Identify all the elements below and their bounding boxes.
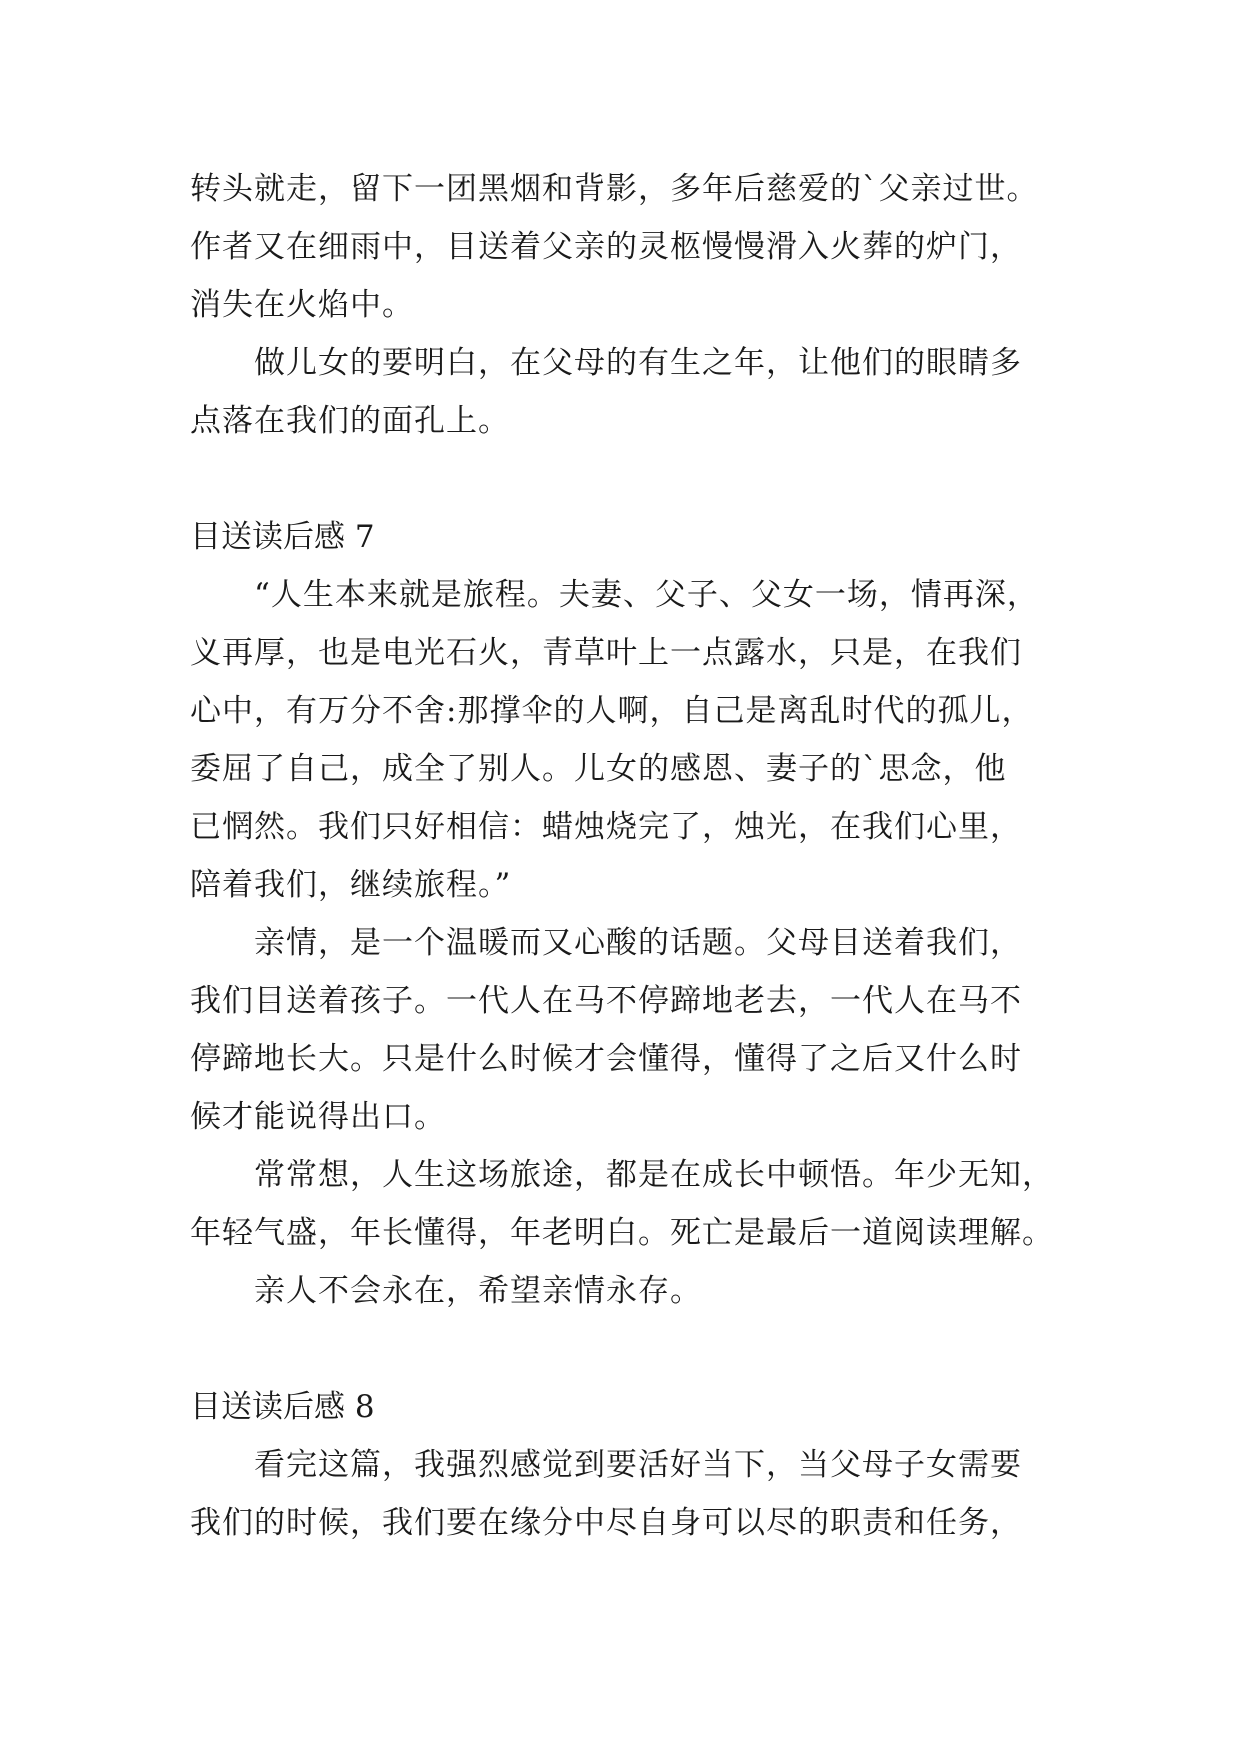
paragraph <box>190 334 1070 450</box>
text-line: “人生本来就是旅程。夫妻、父子、父女一场，情再深， <box>254 577 1039 613</box>
text-line: 做儿女的要明白，在父母的有生之年，让他们的眼睛多 <box>254 345 1022 381</box>
text-line: 常常想，人生这场旅途，都是在成长中顿悟。年少无知， <box>254 1157 1054 1193</box>
text-line: 候才能说得出口。 <box>190 1099 446 1135</box>
paragraph <box>190 914 1070 1146</box>
text-line: 看完这篇，我强烈感觉到要活好当下，当父母子女需要 <box>254 1447 1022 1483</box>
text-line: 年轻气盛，年长懂得，年老明白。死亡是最后一道阅读理解。 <box>190 1215 1054 1251</box>
document-page <box>190 160 1070 1552</box>
text-line: 点落在我们的面孔上。 <box>190 403 510 439</box>
text-line: 停蹄地长大。只是什么时候才会懂得，懂得了之后又什么时 <box>190 1041 1022 1077</box>
text-line: 已惘然。我们只好相信：蜡烛烧完了，烛光，在我们心里， <box>190 809 1022 845</box>
section-gap <box>190 1320 1070 1378</box>
text-line: 我们的时候，我们要在缘分中尽自身可以尽的职责和任务， <box>190 1505 1022 1541</box>
text-line: 委屈了自己，成全了别人。儿女的感恩、妻子的`思念，他 <box>190 751 1007 787</box>
paragraph <box>190 566 1070 914</box>
text-line: 心中，有万分不舍:那撑伞的人啊，自己是离乱时代的孤儿， <box>190 693 1034 729</box>
text-line: 亲情，是一个温暖而又心酸的话题。父母目送着我们， <box>254 925 1022 961</box>
text-line: 作者又在细雨中，目送着父亲的灵柩慢慢滑入火葬的炉门， <box>190 229 1022 265</box>
paragraph <box>190 1262 1070 1320</box>
section-heading: 目送读后感 8 <box>190 1389 375 1425</box>
text-line: 转头就走，留下一团黑烟和背影，多年后慈爱的`父亲过世。 <box>190 171 1039 207</box>
section-gap <box>190 450 1070 508</box>
text-line: 我们目送着孩子。一代人在马不停蹄地老去，一代人在马不 <box>190 983 1022 1019</box>
text-line: 消失在火焰中。 <box>190 287 414 323</box>
text-line: 陪着我们，继续旅程。” <box>190 867 512 903</box>
paragraph <box>190 160 1070 334</box>
paragraph <box>190 1436 1070 1552</box>
paragraph <box>190 1146 1070 1262</box>
text-line: 亲人不会永在，希望亲情永存。 <box>254 1273 702 1309</box>
text-line: 义再厚，也是电光石火，青草叶上一点露水，只是，在我们 <box>190 635 1022 671</box>
section-heading: 目送读后感 7 <box>190 519 375 555</box>
